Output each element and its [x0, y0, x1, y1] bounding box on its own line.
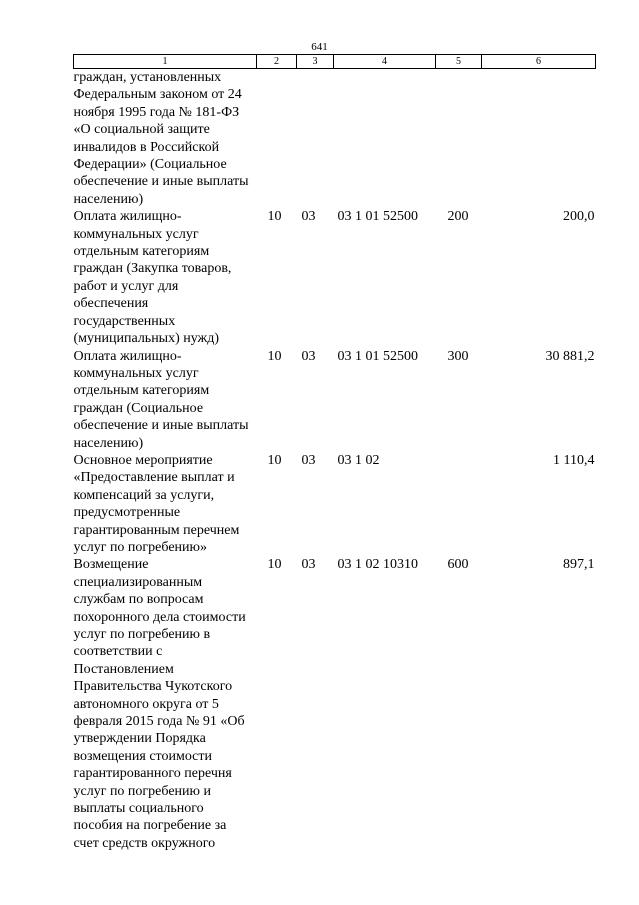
row-section-cell: 10	[267, 209, 282, 225]
page-number: 641	[311, 41, 328, 53]
column-header-6: 6	[482, 55, 596, 69]
column-header-1: 1	[74, 55, 257, 69]
row-name-cell: Оплата жилищно-коммунальных услуг отдельным категориям граждан (Закупка товаров, работ и услуг для обеспечения государственных (муниципальных) нужд)	[73, 209, 232, 347]
row-target-article-cell: 03 1 02	[337, 452, 380, 468]
column-header-3: 3	[297, 55, 334, 69]
column-header-4: 4	[334, 55, 436, 69]
row-section-cell	[257, 69, 297, 209]
row-amount-cell: 200,0	[563, 209, 595, 225]
row-subsection-cell: 03	[301, 557, 316, 573]
table-row	[74, 452, 596, 556]
table-row	[74, 69, 596, 209]
row-target-article-cell: 03 1 02 10310	[337, 557, 418, 573]
column-header-5: 5	[436, 55, 482, 69]
row-name-cell: граждан, установленных Федеральным законом от 24 ноября 1995 года № 181-ФЗ «О социальной защите инвалидов в Российской Федерации» (Социальное обеспечение и иные выплаты населению)	[73, 70, 249, 207]
row-name-cell: Оплата жилищно-коммунальных услуг отдельным категориям граждан (Социальное обеспечение и иные выплаты населению)	[73, 348, 249, 451]
table-row	[74, 208, 596, 347]
row-target-article-cell	[334, 69, 436, 209]
column-header-2: 2	[257, 55, 297, 69]
column-number-header-row	[74, 55, 596, 69]
row-expense-type-cell: 200	[447, 209, 469, 225]
row-amount-cell: 30 881,2	[545, 348, 595, 364]
row-target-article-cell: 03 1 01 52500	[337, 209, 418, 225]
table-row	[74, 348, 596, 452]
row-expense-type-cell	[436, 452, 482, 556]
row-expense-type-cell: 300	[447, 348, 469, 364]
row-target-article-cell: 03 1 01 52500	[337, 348, 418, 364]
row-name-cell: Возмещение специализированным службам по вопросам похоронного дела стоимости услуг по погребению в соответствии с Постановлением Правительства Чукотского автономного округа от 5 февраля 2015 года № 91 «Об утверждении Порядка возмещения стоимости гарантированного перечня услуг по погребению и выплаты социального пособия на погребение за счет средств окружного	[73, 557, 246, 851]
row-section-cell: 10	[267, 348, 282, 364]
row-amount-cell: 1 110,4	[553, 452, 595, 468]
row-amount-cell: 897,1	[563, 557, 595, 573]
row-expense-type-cell: 600	[447, 557, 469, 573]
row-subsection-cell: 03	[301, 348, 316, 364]
row-name-cell: Основное мероприятие «Предоставление выплат и компенсаций за услуги, предусмотренные гарантированным перечнем услуг по погребению»	[73, 452, 240, 555]
row-amount-cell	[482, 69, 596, 209]
row-expense-type-cell	[436, 69, 482, 209]
row-section-cell: 10	[267, 557, 282, 573]
row-section-cell: 10	[267, 452, 282, 468]
row-subsection-cell: 03	[301, 209, 316, 225]
table-row	[74, 556, 596, 852]
budget-table	[73, 54, 596, 852]
table-body	[74, 69, 596, 853]
row-subsection-cell: 03	[301, 452, 316, 468]
row-subsection-cell	[297, 69, 334, 209]
